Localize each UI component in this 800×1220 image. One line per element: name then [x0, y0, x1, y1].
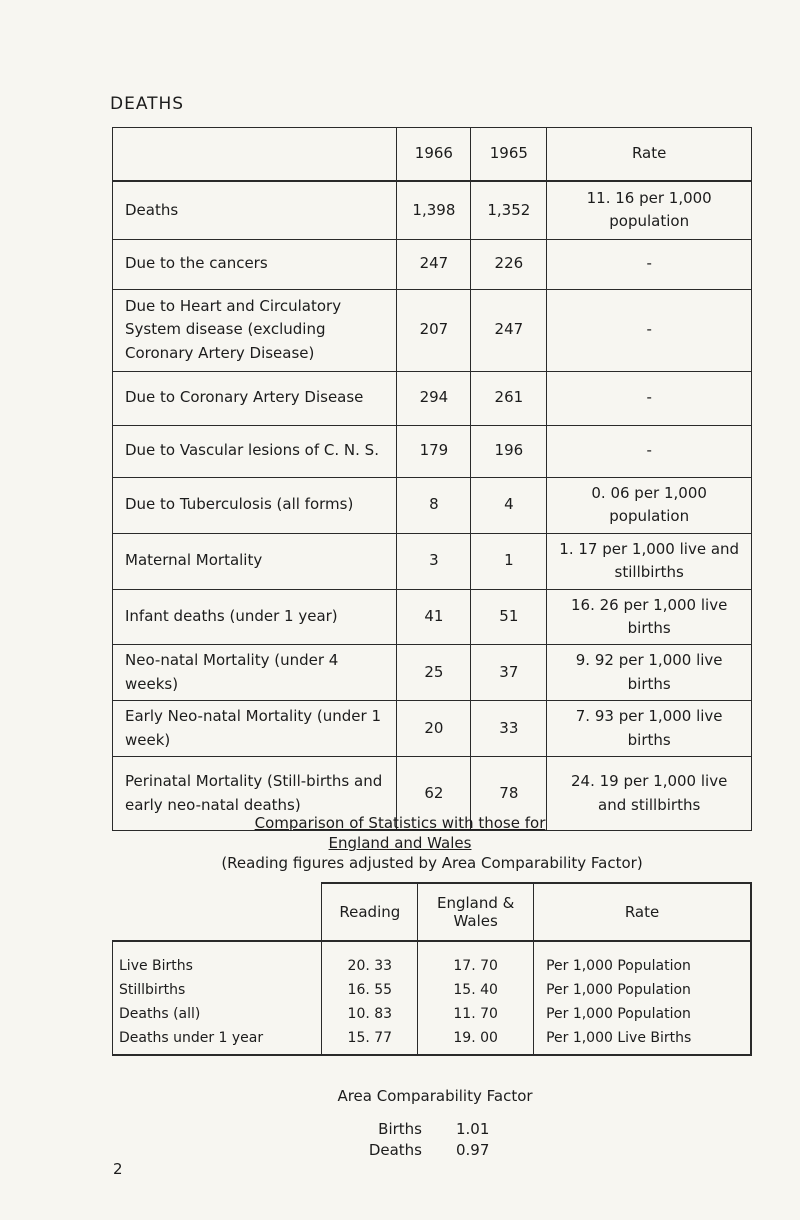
value-1965-cell: 1,352 — [471, 181, 547, 239]
page-number: 2 — [113, 1160, 123, 1178]
value-1965-cell: 196 — [471, 425, 547, 477]
rate-cell: - — [547, 371, 752, 425]
value-1966-cell: 3 — [397, 533, 471, 589]
england-value-cell: 17. 70 — [418, 941, 534, 978]
cause-cell: Due to Coronary Artery Disease — [113, 371, 397, 425]
table-row — [113, 645, 752, 701]
comparison-title-line2: England and Wales — [328, 834, 472, 852]
reading-value-cell: 20. 33 — [322, 941, 418, 978]
column-header — [113, 883, 322, 941]
cause-cell: Maternal Mortality — [113, 533, 397, 589]
value-1965-cell: 4 — [471, 477, 547, 533]
rate-cell: - — [547, 239, 752, 289]
cause-cell: Due to the cancers — [113, 239, 397, 289]
england-value-cell: 11. 70 — [418, 1002, 534, 1026]
value-1966-cell: 207 — [397, 289, 471, 371]
item-cell: Deaths under 1 year — [113, 1026, 322, 1055]
area-factor-value: 0.97 — [456, 1141, 490, 1159]
column-header — [113, 128, 397, 182]
value-1965-cell: 37 — [471, 645, 547, 701]
value-1965-cell: 51 — [471, 589, 547, 645]
value-1966-cell: 41 — [397, 589, 471, 645]
rate-cell: 1. 17 per 1,000 live and stillbirths — [547, 533, 752, 589]
value-1966-cell: 25 — [397, 645, 471, 701]
rate-cell: Per 1,000 Population — [534, 1002, 751, 1026]
area-factor-value: 1.01 — [456, 1120, 490, 1138]
rate-cell: 11. 16 per 1,000 population — [547, 181, 752, 239]
rate-cell: 7. 93 per 1,000 live births — [547, 701, 752, 757]
column-header: 1965 — [471, 128, 547, 182]
comparison-title-line1: Comparison of Statistics with those for — [254, 814, 546, 832]
reading-value-cell: 15. 77 — [322, 1026, 418, 1055]
rate-cell: 0. 06 per 1,000 population — [547, 477, 752, 533]
item-cell: Live Births — [113, 941, 322, 978]
item-cell: Stillbirths — [113, 978, 322, 1002]
value-1966-cell: 1,398 — [397, 181, 471, 239]
value-1965-cell: 261 — [471, 371, 547, 425]
comparison-subtitle: (Reading figures adjusted by Area Comparability Factor) — [221, 854, 643, 872]
table-row — [113, 477, 752, 533]
column-header: 1966 — [397, 128, 471, 182]
value-1966-cell: 247 — [397, 239, 471, 289]
table-row — [113, 181, 752, 239]
table-row — [113, 239, 752, 289]
rate-cell: - — [547, 425, 752, 477]
rate-cell: 16. 26 per 1,000 live births — [547, 589, 752, 645]
value-1965-cell: 247 — [471, 289, 547, 371]
reading-value-cell: 10. 83 — [322, 1002, 418, 1026]
value-1966-cell: 8 — [397, 477, 471, 533]
area-factor-label: Births — [378, 1120, 422, 1138]
cause-cell: Perinatal Mortality (Still-births and early neo-natal deaths) — [113, 757, 397, 831]
cause-cell: Neo-natal Mortality (under 4 weeks) — [113, 645, 397, 701]
table-row — [113, 978, 752, 1002]
column-header: Rate — [534, 883, 751, 941]
reading-value-cell: 16. 55 — [322, 978, 418, 1002]
value-1966-cell: 179 — [397, 425, 471, 477]
cause-cell: Due to Tuberculosis (all forms) — [113, 477, 397, 533]
rate-cell: 9. 92 per 1,000 live births — [547, 645, 752, 701]
table-row — [113, 1026, 752, 1055]
rate-cell: Per 1,000 Population — [534, 978, 751, 1002]
column-header: England & Wales — [418, 883, 534, 941]
rate-cell: - — [547, 289, 752, 371]
comparison-table-header — [113, 883, 752, 941]
rate-cell: Per 1,000 Population — [534, 941, 751, 978]
table-row — [113, 589, 752, 645]
table-row — [113, 533, 752, 589]
cause-cell: Due to Vascular lesions of C. N. S. — [113, 425, 397, 477]
cause-cell: Deaths — [113, 181, 397, 239]
cause-cell: Infant deaths (under 1 year) — [113, 589, 397, 645]
value-1966-cell: 294 — [397, 371, 471, 425]
column-header: Reading — [322, 883, 418, 941]
value-1965-cell: 33 — [471, 701, 547, 757]
table-row — [113, 941, 752, 978]
table-row — [113, 289, 752, 371]
deaths-table — [112, 127, 752, 831]
value-1965-cell: 226 — [471, 239, 547, 289]
rate-cell: 24. 19 per 1,000 live and stillbirths — [547, 757, 752, 831]
value-1966-cell: 20 — [397, 701, 471, 757]
rate-cell: Per 1,000 Live Births — [534, 1026, 751, 1055]
table-row — [113, 425, 752, 477]
value-1965-cell: 1 — [471, 533, 547, 589]
item-cell: Deaths (all) — [113, 1002, 322, 1026]
england-value-cell: 15. 40 — [418, 978, 534, 1002]
value-1965-cell: 78 — [471, 757, 547, 831]
area-factor-label: Deaths — [368, 1141, 422, 1159]
column-header: Rate — [547, 128, 752, 182]
comparison-table — [112, 882, 752, 1056]
table-row — [113, 701, 752, 757]
cause-cell: Early Neo-natal Mortality (under 1 week) — [113, 701, 397, 757]
cause-cell: Due to Heart and Circulatory System disease (excluding Coronary Artery Disease) — [113, 289, 397, 371]
area-factor-title: Area Comparability Factor — [337, 1087, 533, 1105]
table-row — [113, 1002, 752, 1026]
england-value-cell: 19. 00 — [418, 1026, 534, 1055]
deaths-table-header — [113, 128, 752, 182]
page-heading: DEATHS — [110, 94, 185, 114]
table-row — [113, 371, 752, 425]
value-1966-cell: 62 — [397, 757, 471, 831]
